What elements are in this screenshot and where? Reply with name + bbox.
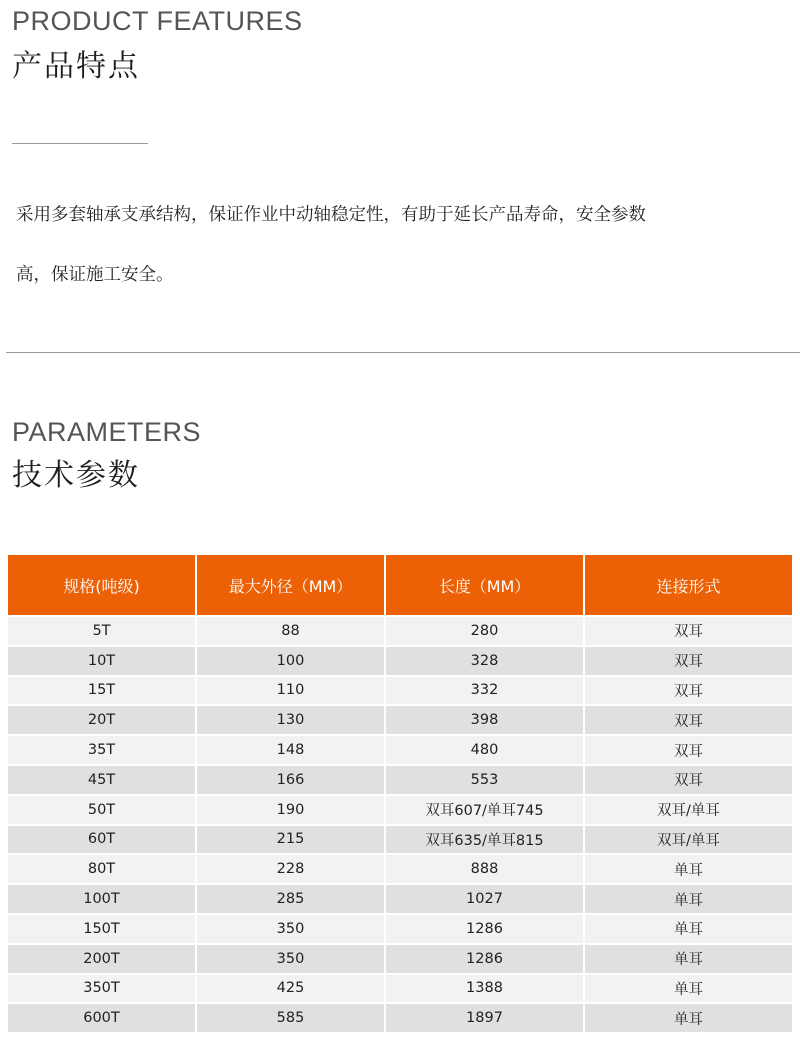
table-row (8, 945, 792, 973)
table-row (8, 706, 792, 734)
parameters-title-en: PARAMETERS (12, 417, 202, 447)
cell-capacity: 15T (8, 677, 195, 705)
cell-length: 1897 (386, 1004, 583, 1032)
table-row (8, 1004, 792, 1032)
cell-connection-type: 双耳/单耳 (585, 796, 792, 824)
cell-max-diameter: 215 (197, 826, 384, 854)
parameters-table (6, 553, 794, 1034)
table-row (8, 855, 792, 883)
cell-capacity: 5T (8, 617, 195, 645)
cell-max-diameter: 190 (197, 796, 384, 824)
cell-capacity: 150T (8, 915, 195, 943)
cell-max-diameter: 166 (197, 766, 384, 794)
header-length: 长度（MM） (386, 555, 583, 615)
table-header-row (8, 555, 792, 615)
cell-length: 1027 (386, 885, 583, 913)
table-row (8, 826, 792, 854)
cell-connection-type: 双耳 (585, 766, 792, 794)
cell-length: 888 (386, 855, 583, 883)
cell-max-diameter: 130 (197, 706, 384, 734)
table-row (8, 677, 792, 705)
description-line: 高，保证施工安全。 (16, 265, 174, 285)
table-header (8, 555, 792, 615)
cell-max-diameter: 100 (197, 647, 384, 675)
cell-max-diameter: 148 (197, 736, 384, 764)
cell-connection-type: 双耳 (585, 677, 792, 705)
cell-max-diameter: 228 (197, 855, 384, 883)
header-connection-type: 连接形式 (585, 555, 792, 615)
cell-capacity: 10T (8, 647, 195, 675)
cell-max-diameter: 350 (197, 915, 384, 943)
table-row (8, 915, 792, 943)
cell-capacity: 200T (8, 945, 195, 973)
cell-connection-type: 单耳 (585, 1004, 792, 1032)
cell-connection-type: 双耳 (585, 706, 792, 734)
cell-connection-type: 双耳 (585, 617, 792, 645)
table-row (8, 736, 792, 764)
cell-length: 1286 (386, 945, 583, 973)
table-row (8, 885, 792, 913)
cell-length: 280 (386, 617, 583, 645)
description-line: 采用多套轴承支承结构，保证作业中动轴稳定性，有助于延长产品寿命，安全参数 (16, 205, 646, 225)
cell-max-diameter: 585 (197, 1004, 384, 1032)
features-title-cn: 产品特点 (12, 49, 140, 84)
cell-length: 1388 (386, 975, 583, 1003)
cell-connection-type: 双耳 (585, 647, 792, 675)
cell-connection-type: 单耳 (585, 975, 792, 1003)
cell-capacity: 50T (8, 796, 195, 824)
cell-length: 328 (386, 647, 583, 675)
cell-connection-type: 单耳 (585, 945, 792, 973)
cell-length: 553 (386, 766, 583, 794)
features-description (16, 198, 786, 292)
cell-length: 双耳607/单耳745 (386, 796, 583, 824)
section-divider (6, 352, 800, 353)
section-divider-short (12, 143, 148, 144)
features-title-en: PRODUCT FEATURES (12, 6, 303, 36)
header-capacity: 规格(吨级) (8, 555, 195, 615)
cell-capacity: 600T (8, 1004, 195, 1032)
cell-capacity: 100T (8, 885, 195, 913)
cell-length: 双耳635/单耳815 (386, 826, 583, 854)
cell-length: 398 (386, 706, 583, 734)
cell-length: 1286 (386, 915, 583, 943)
cell-length: 480 (386, 736, 583, 764)
cell-max-diameter: 425 (197, 975, 384, 1003)
table-row (8, 766, 792, 794)
cell-max-diameter: 285 (197, 885, 384, 913)
cell-connection-type: 双耳/单耳 (585, 826, 792, 854)
cell-max-diameter: 110 (197, 677, 384, 705)
cell-max-diameter: 88 (197, 617, 384, 645)
cell-connection-type: 双耳 (585, 736, 792, 764)
cell-connection-type: 单耳 (585, 855, 792, 883)
cell-capacity: 20T (8, 706, 195, 734)
table-body (8, 617, 792, 1032)
cell-length: 332 (386, 677, 583, 705)
table-row (8, 647, 792, 675)
parameters-title-cn: 技术参数 (12, 458, 140, 493)
cell-capacity: 35T (8, 736, 195, 764)
cell-connection-type: 单耳 (585, 885, 792, 913)
cell-max-diameter: 350 (197, 945, 384, 973)
cell-connection-type: 单耳 (585, 915, 792, 943)
table-row (8, 796, 792, 824)
header-max-diameter: 最大外径（MM） (197, 555, 384, 615)
cell-capacity: 80T (8, 855, 195, 883)
table-row (8, 975, 792, 1003)
cell-capacity: 45T (8, 766, 195, 794)
table-row (8, 617, 792, 645)
cell-capacity: 350T (8, 975, 195, 1003)
cell-capacity: 60T (8, 826, 195, 854)
